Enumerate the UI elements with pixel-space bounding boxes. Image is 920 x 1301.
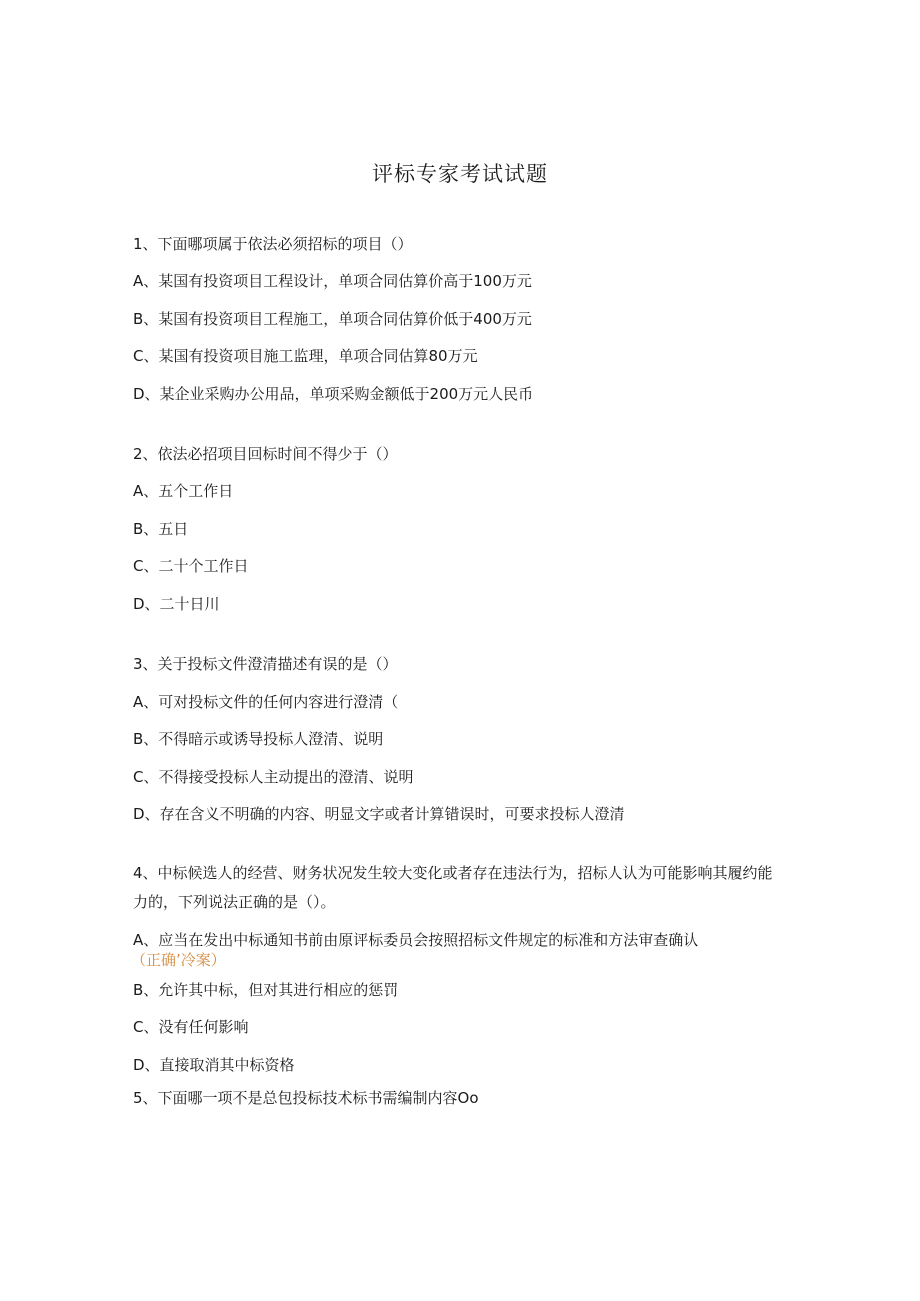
question-4-option-c: C、没有任何影响 bbox=[133, 1018, 249, 1036]
question-3-option-c: C、不得接受投标人主动提出的澄清、说明 bbox=[133, 768, 414, 786]
question-2-option-d: D、二十日川 bbox=[133, 595, 220, 613]
question-1-option-d: D、某企业采购办公用品，单项采购金额低于200万元人民币 bbox=[133, 385, 534, 403]
question-4-option-d: D、直接取消其中标资格 bbox=[133, 1056, 295, 1074]
question-1-option-a: A、某国有投资项目工程设计，单项合同估算价高于100万元 bbox=[133, 272, 532, 290]
question-3-option-b: B、不得暗示或诱导投标人澄清、说明 bbox=[133, 730, 384, 748]
question-4-answer-note: （正确’冷案） bbox=[131, 951, 226, 969]
page-title: 评标专家考试试题 bbox=[372, 162, 548, 186]
question-3-stem: 3、关于投标文件澄清描述有误的是（） bbox=[133, 655, 398, 673]
question-3-option-a: A、可对投标文件的任何内容进行澄清（ bbox=[133, 693, 399, 711]
question-4-option-a: A、应当在发出中标通知书前由原评标委员会按照招标文件规定的标准和方法审查确认 bbox=[133, 931, 699, 949]
question-2-option-c: C、二十个工作日 bbox=[133, 557, 249, 575]
question-4-option-b: B、允许其中标，但对其进行相应的惩罚 bbox=[133, 981, 399, 999]
question-5-stem: 5、下面哪一项不是总包投标技术标书需编制内容Oo bbox=[133, 1089, 479, 1107]
question-1-stem: 1、下面哪项属于依法必须招标的项目（） bbox=[133, 235, 413, 253]
question-2-option-b: B、五日 bbox=[133, 520, 189, 538]
question-4-stem: 4、中标候选人的经营、财务状况发生较大变化或者存在违法行为，招标人认为可能影响其履约能力的，下列说法正确的是（）。 bbox=[133, 864, 773, 911]
question-1-option-c: C、某国有投资项目施工监理，单项合同估算80万元 bbox=[133, 347, 478, 365]
question-1-option-b: B、某国有投资项目工程施工，单项合同估算价低于400万元 bbox=[133, 310, 532, 328]
question-2-option-a: A、五个工作日 bbox=[133, 482, 234, 500]
question-2-stem: 2、依法必招项目回标时间不得少于（） bbox=[133, 445, 398, 463]
question-3-option-d: D、存在含义不明确的内容、明显文字或者计算错误时，可要求投标人澄清 bbox=[133, 805, 625, 823]
